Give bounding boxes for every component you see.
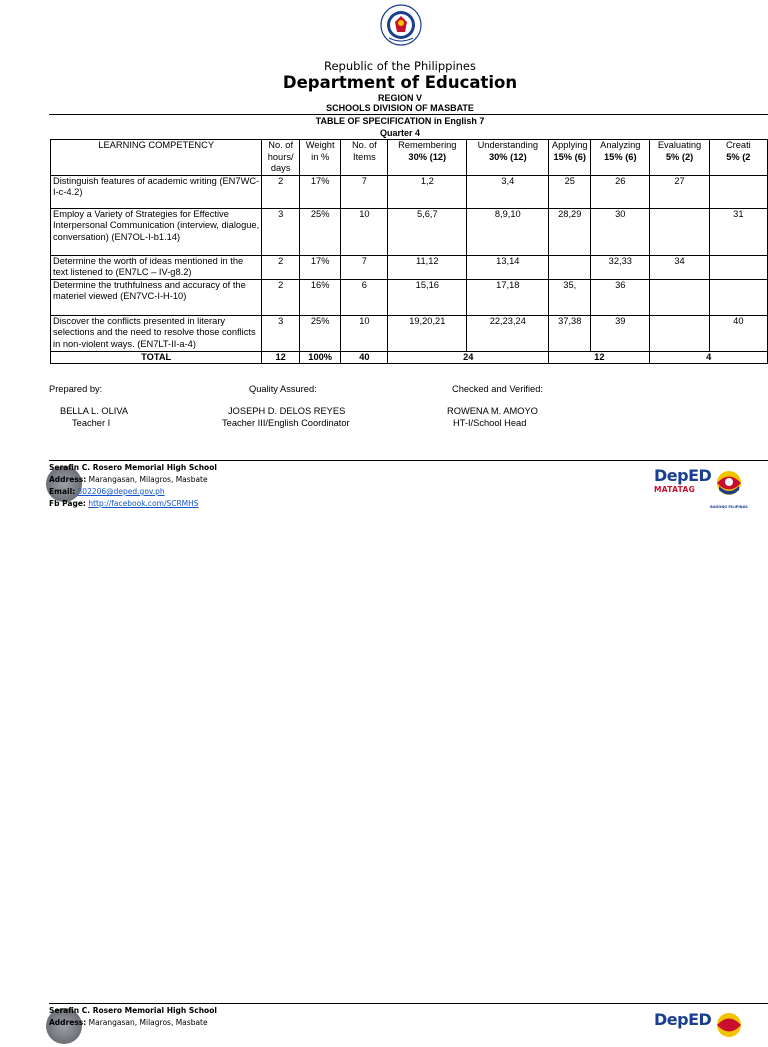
row-items: 10 [341, 315, 388, 351]
header-creating-label: Creati [725, 140, 751, 150]
row-understanding: 17,18 [467, 279, 549, 315]
row-evaluating: 27 [650, 175, 709, 208]
row-hours: 2 [262, 175, 300, 208]
matatag-logo-text: MATATAG [654, 485, 696, 494]
footer-fb-label: Fb Page: [49, 499, 86, 508]
header-analyzing [591, 140, 650, 176]
prepared-by-label: Prepared by: [49, 384, 103, 394]
table-row [51, 175, 768, 208]
row-evaluating: 34 [650, 255, 709, 279]
row-weight: 16% [299, 279, 341, 315]
footer-school-name: Serafin C. Rosero Memorial High School [49, 463, 217, 472]
row-items: 7 [341, 255, 388, 279]
row-applying: 25 [549, 175, 591, 208]
row-evaluating [650, 279, 709, 315]
row-analyzing: 36 [591, 279, 650, 315]
row-applying: 37,38 [549, 315, 591, 351]
quality-assured-title: Teacher III/English Coordinator [222, 418, 350, 428]
total-lower-order: 24 [388, 351, 549, 364]
header-remembering [388, 140, 467, 176]
header-creating-pct: 5% (2 [726, 151, 751, 162]
checked-verified-title: HT-I/School Head [453, 418, 527, 428]
row-competency: Determine the truthfulness and accuracy of the materiel viewed (EN7VC-I-H-10) [51, 279, 262, 315]
row-hours: 3 [262, 208, 300, 255]
row-hours: 3 [262, 315, 300, 351]
header-hours: No. of hours/ days [262, 140, 300, 176]
row-items: 10 [341, 208, 388, 255]
prepared-by-name: BELLA L. OLIVA [60, 406, 129, 416]
header-competency: LEARNING COMPETENCY [51, 140, 262, 176]
bagong-pilipinas-logo-2 [706, 1008, 752, 1047]
quality-assured-name: JOSEPH D. DELOS REYES [228, 406, 346, 416]
row-remembering: 15,16 [388, 279, 467, 315]
footer-fb-link[interactable]: http://facebook.com/SCRMHS [88, 499, 199, 508]
row-creating [709, 255, 767, 279]
header-creating [709, 140, 767, 176]
total-weight: 100% [299, 351, 341, 364]
deped-logo-text: DepED [654, 466, 712, 485]
deped-logo-2 [654, 1010, 711, 1029]
table-header-row [51, 140, 768, 176]
row-understanding: 13,14 [467, 255, 549, 279]
header-evaluating-pct: 5% (2) [665, 151, 694, 162]
row-competency: Employ a Variety of Strategies for Effective Interpersonal Communication (interview, dialogue, conversation) (EN7OL-I-b1.14) [51, 208, 262, 255]
header-understanding-label: Understanding [477, 140, 539, 150]
row-applying [549, 255, 591, 279]
header-applying-pct: 15% (6) [553, 151, 587, 162]
row-competency: Distinguish features of academic writing (EN7WC-I-c-4.2) [51, 175, 262, 208]
row-weight: 25% [299, 208, 341, 255]
header-evaluating-label: Evaluating [657, 140, 702, 150]
header-analyzing-pct: 15% (6) [604, 151, 637, 162]
row-creating [709, 175, 767, 208]
bagong-pilipinas-logo [706, 466, 752, 509]
footer-email-link[interactable]: 302206@deped.gov.ph [77, 487, 165, 496]
footer2-rule [49, 1003, 768, 1004]
row-creating [709, 279, 767, 315]
row-understanding: 3,4 [467, 175, 549, 208]
deped-logo-text-2: DepED [654, 1010, 712, 1029]
row-applying: 35, [549, 279, 591, 315]
header-department: Department of Education [282, 73, 518, 92]
row-evaluating [650, 208, 709, 255]
header-republic: Republic of the Philippines [323, 59, 477, 73]
header-remembering-label: Remembering [398, 140, 457, 150]
row-creating: 31 [709, 208, 767, 255]
bagong-pilipinas-sun-icon [706, 466, 752, 500]
header-analyzing-label: Analyzing [600, 140, 641, 150]
header-understanding-pct: 30% (12) [488, 151, 527, 162]
deped-matatag-logo [654, 466, 711, 494]
row-competency: Determine the worth of ideas mentioned in the text listened to (EN7LC – IV-g8.2) [51, 255, 262, 279]
table-title: TABLE OF SPECIFICATION in English 7 [315, 116, 485, 126]
checked-verified-label: Checked and Verified: [452, 384, 543, 394]
row-remembering: 5,6,7 [388, 208, 467, 255]
row-remembering: 1,2 [388, 175, 467, 208]
quality-assured-label: Quality Assured: [249, 384, 317, 394]
row-analyzing: 39 [591, 315, 650, 351]
total-higher-order: 4 [650, 351, 768, 364]
footer2-contact [49, 1005, 217, 1029]
row-applying: 28,29 [549, 208, 591, 255]
row-remembering: 19,20,21 [388, 315, 467, 351]
bagong-pilipinas-sun-icon [706, 1008, 752, 1042]
row-evaluating [650, 315, 709, 351]
row-remembering: 11,12 [388, 255, 467, 279]
footer-email-label: Email: [49, 487, 76, 496]
header-weight: Weight in % [299, 140, 341, 176]
row-analyzing: 32,33 [591, 255, 650, 279]
table-row [51, 315, 768, 351]
header-division: SCHOOLS DIVISION OF MASBATE [326, 103, 474, 113]
header-understanding [467, 140, 549, 176]
row-hours: 2 [262, 255, 300, 279]
table-row [51, 279, 768, 315]
row-weight: 17% [299, 175, 341, 208]
table-quarter: Quarter 4 [379, 128, 421, 138]
row-hours: 2 [262, 279, 300, 315]
footer2-school-name: Serafin C. Rosero Memorial High School [49, 1006, 217, 1015]
row-weight: 17% [299, 255, 341, 279]
total-hours: 12 [262, 351, 300, 364]
table-row [51, 255, 768, 279]
row-competency: Discover the conflicts presented in literary selections and the need to resolve those conflicts in non-violent ways. (EN7LT-II-a-4) [51, 315, 262, 351]
checked-verified-name: ROWENA M. AMOYO [447, 406, 538, 416]
deped-seal-logo [380, 4, 422, 56]
row-creating: 40 [709, 315, 767, 351]
total-middle-order: 12 [549, 351, 650, 364]
footer-contact [49, 462, 217, 510]
total-label: TOTAL [51, 351, 262, 364]
row-understanding: 8,9,10 [467, 208, 549, 255]
footer2-address: Marangasan, Milagros, Masbate [88, 1018, 208, 1027]
footer2-address-label: Address: [49, 1018, 87, 1027]
row-analyzing: 26 [591, 175, 650, 208]
prepared-by-title: Teacher I [72, 418, 111, 428]
header-applying-label: Applying [551, 140, 588, 150]
table-total-row [51, 351, 768, 364]
row-analyzing: 30 [591, 208, 650, 255]
header-evaluating [650, 140, 709, 176]
bagong-pilipinas-caption: BAGONG PILIPINAS [710, 505, 748, 509]
row-items: 7 [341, 175, 388, 208]
header-region: REGION V [377, 93, 422, 103]
header-remembering-pct: 30% (12) [408, 151, 447, 162]
specification-table [50, 139, 768, 364]
header-applying [549, 140, 591, 176]
total-items: 40 [341, 351, 388, 364]
footer-rule [49, 460, 768, 461]
row-items: 6 [341, 279, 388, 315]
header-items: No. of Items [341, 140, 388, 176]
header-rule [49, 114, 768, 115]
row-understanding: 22,23,24 [467, 315, 549, 351]
row-weight: 25% [299, 315, 341, 351]
table-row [51, 208, 768, 255]
footer-address: Marangasan, Milagros, Masbate [88, 475, 208, 484]
footer-address-label: Address: [49, 475, 87, 484]
